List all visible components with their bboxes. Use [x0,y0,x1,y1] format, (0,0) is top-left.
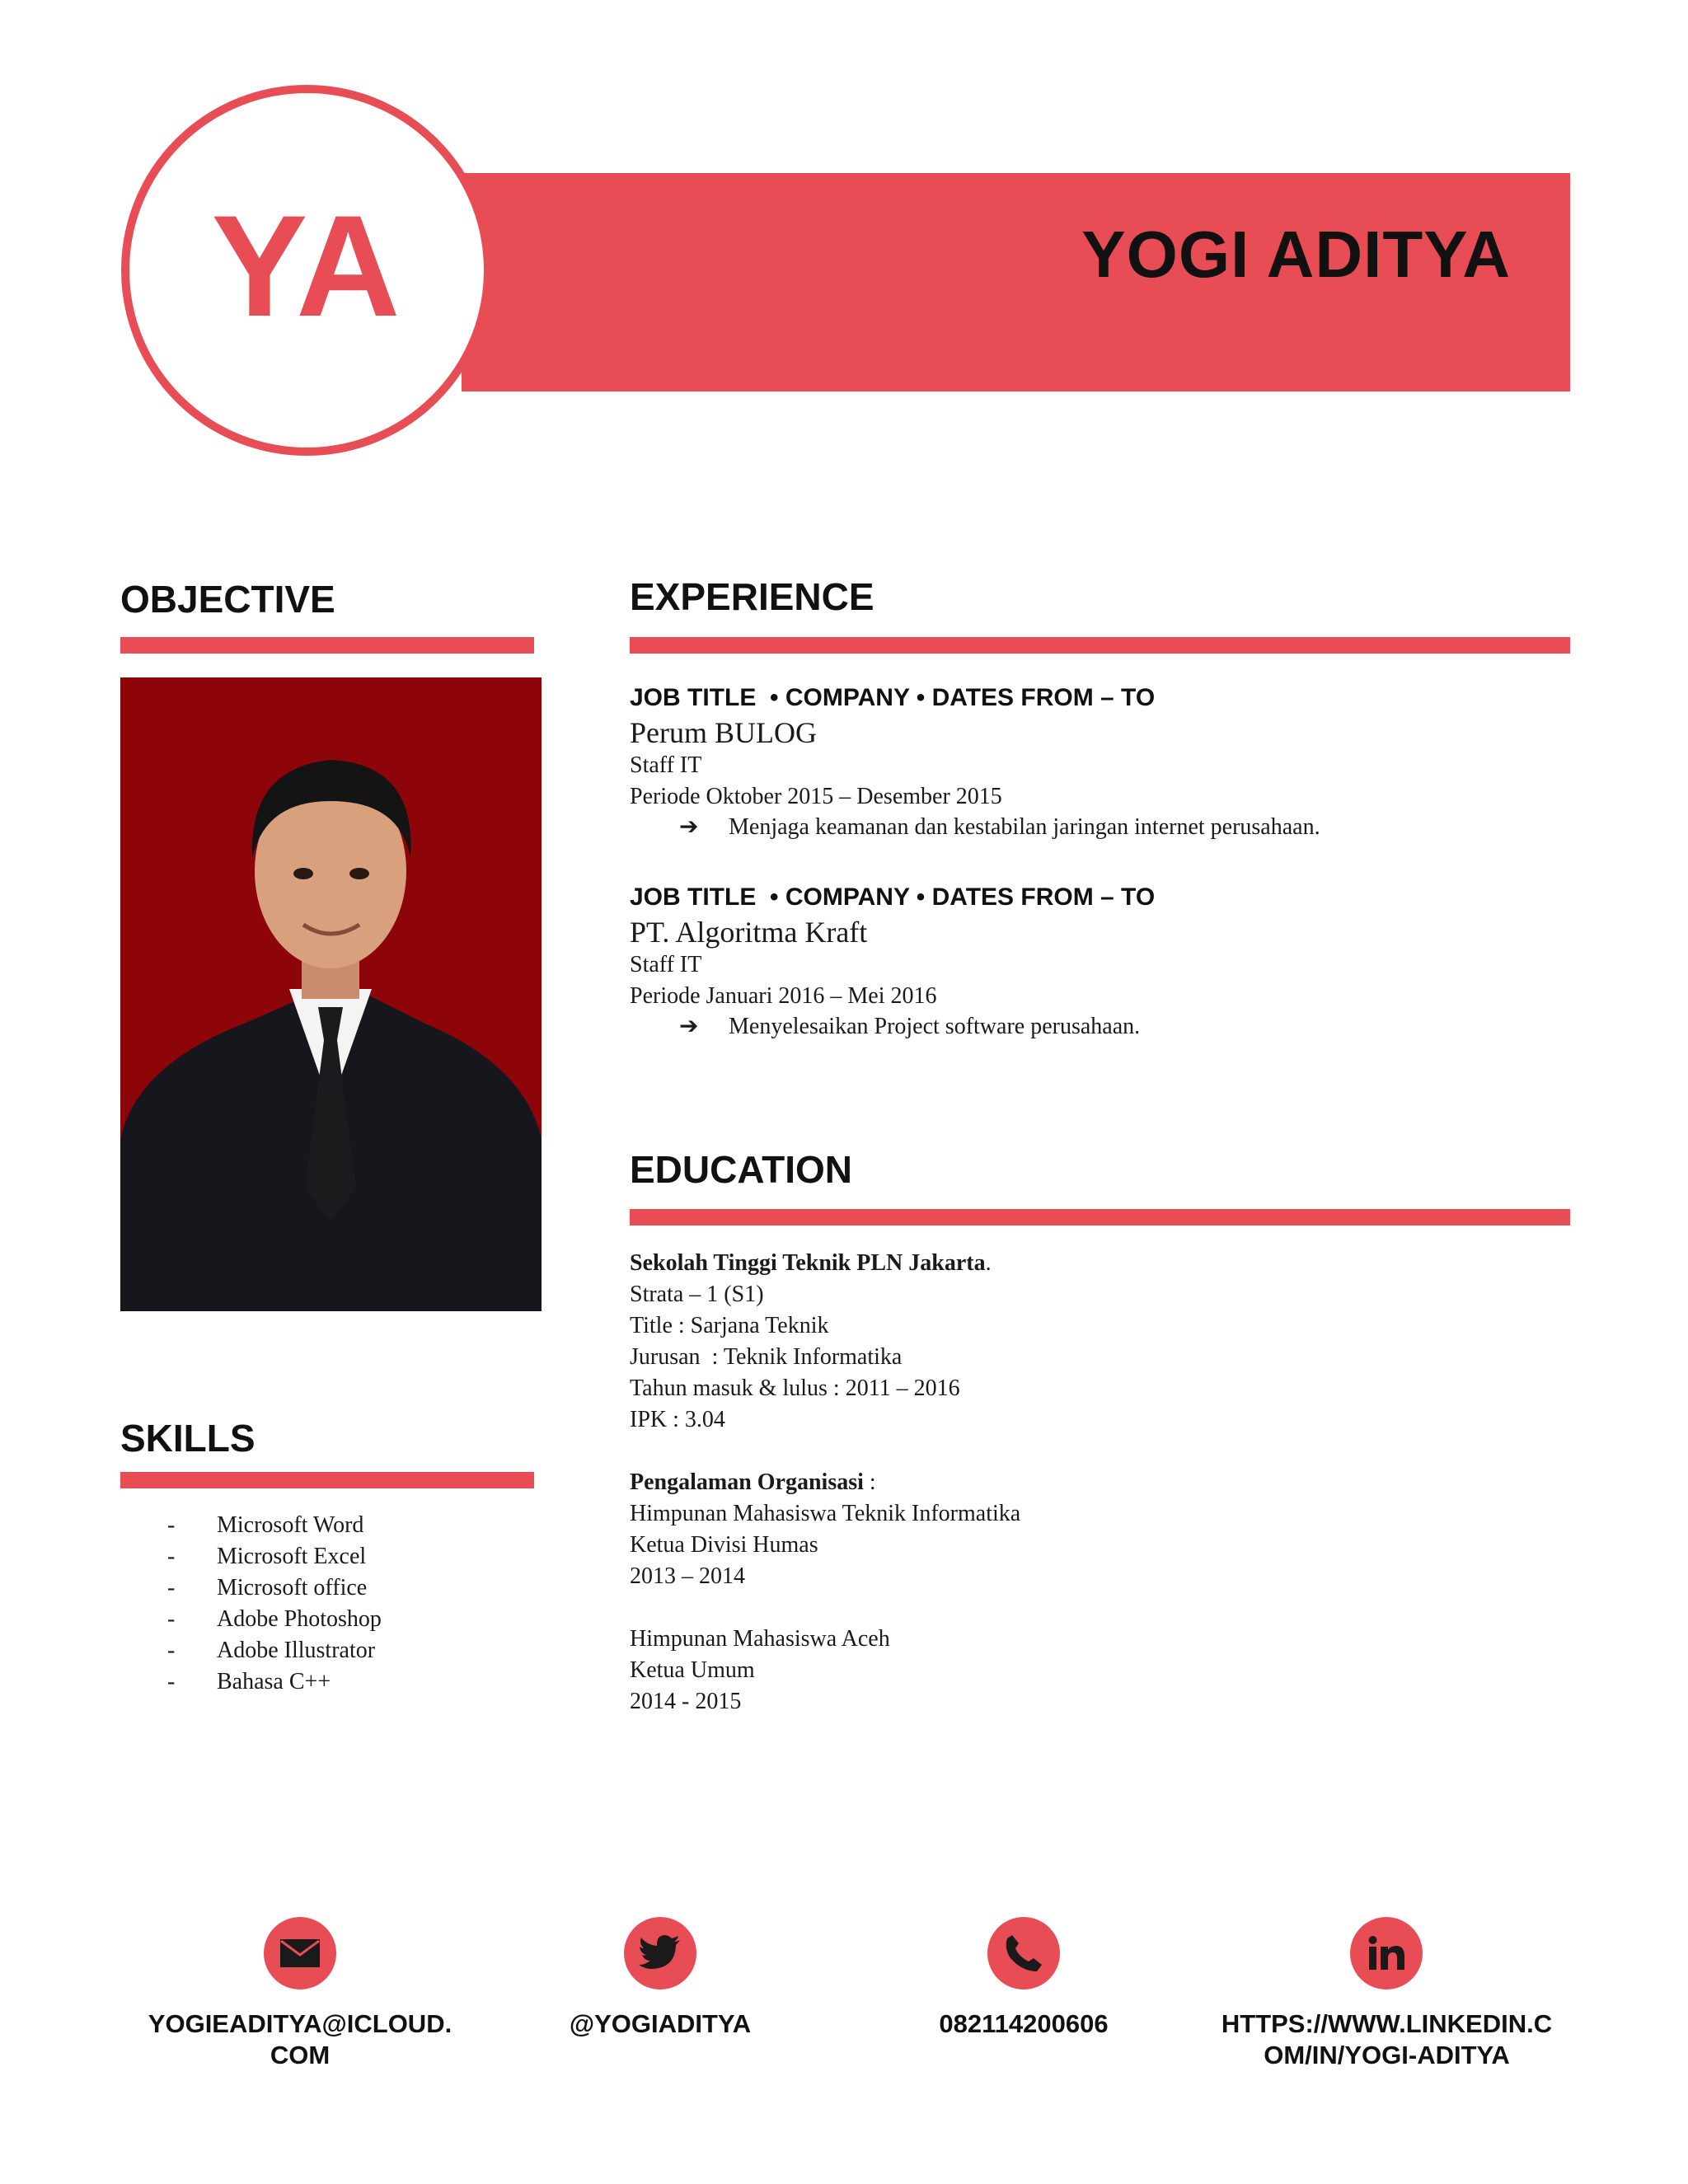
skill-label: Microsoft Word [217,1512,364,1538]
skill-item [120,1635,382,1666]
job-period: Periode Oktober 2015 – Desember 2015 [630,784,1002,809]
objective-rule [120,637,534,654]
monogram-circle [121,85,492,456]
company-name: Perum BULOG [630,716,817,749]
education-detail: Title : Sarjana Teknik [630,1313,829,1338]
experience-entry [630,883,1155,1040]
org-name: Himpunan Mahasiswa Aceh [630,1626,890,1652]
arrow-right-icon: ➔ [679,1012,699,1039]
contact-twitter[interactable]: @YOGIADITYA [569,2009,752,2038]
job-bullet-text: Menjaga keamanan dan kestabilan jaringan internet perusahaan. [729,814,1320,840]
skill-dash: - [167,1512,176,1538]
education-detail: Strata – 1 (S1) [630,1282,764,1307]
profile-photo [120,677,542,1311]
skill-label: Microsoft Excel [217,1544,367,1569]
skills-list [120,1510,382,1698]
job-header: JOB TITLE • COMPANY • DATES FROM – TO [630,684,1156,711]
skill-dash: - [167,1606,176,1632]
skill-label: Adobe Illustrator [217,1638,376,1663]
twitter-bird-icon[interactable] [624,1917,696,1990]
skill-item [120,1666,382,1698]
education-title: EDUCATION [630,1148,853,1191]
monogram: YA [211,186,402,347]
job-bullet [630,813,1320,841]
skills-title: SKILLS [120,1417,256,1460]
job-bullet [630,1012,1155,1040]
job-bullet-text: Menyelesaikan Project software perusahaan. [729,1014,1141,1039]
linkedin-icon[interactable] [1350,1917,1423,1990]
skill-label: Bahasa C++ [217,1669,331,1694]
skill-dash: - [167,1544,176,1569]
contact-email[interactable]: YOGIEADITYA@ICLOUD.COM [148,2009,452,2069]
skill-item [120,1541,382,1572]
org-colon: : [863,1469,876,1495]
school-period: . [985,1250,992,1276]
skill-dash: - [167,1669,176,1694]
contact-phone[interactable]: 082114200606 [939,2009,1109,2038]
portrait-illustration [120,677,542,1311]
org-role: Ketua Umum [630,1657,755,1683]
org-heading [630,1467,1020,1498]
education-detail: IPK : 3.04 [630,1407,725,1432]
org-title: Pengalaman Organisasi [630,1469,864,1495]
skills-rule [120,1472,534,1488]
job-role: Staff IT [630,752,702,778]
job-header: JOB TITLE • COMPANY • DATES FROM – TO [630,883,1156,911]
skill-label: Adobe Photoshop [217,1606,382,1632]
company-name: PT. Algoritma Kraft [630,916,868,949]
org-years: 2013 – 2014 [630,1563,745,1589]
skill-label: Microsoft office [217,1575,368,1601]
org-years: 2014 - 2015 [630,1689,742,1714]
skill-dash: - [167,1638,176,1663]
skill-item [120,1510,382,1541]
education-detail: Tahun masuk & lulus : 2011 – 2016 [630,1376,960,1401]
job-period: Periode Januari 2016 – Mei 2016 [630,983,937,1009]
school-line [630,1248,1020,1279]
experience-title: EXPERIENCE [630,575,874,618]
phone-icon[interactable] [987,1917,1060,1990]
job-role: Staff IT [630,952,702,977]
skill-item [120,1604,382,1635]
experience-entry [630,684,1320,841]
full-name: YOGI ADITYA [1081,218,1511,291]
education-detail: Jurusan : Teknik Informatika [630,1344,903,1370]
envelope-icon[interactable] [264,1917,336,1990]
arrow-right-icon: ➔ [679,813,699,840]
contact-linkedin[interactable]: HTTPS://WWW.LINKEDIN.COM/IN/YOGI-ADITYA [1221,2009,1553,2069]
skill-dash: - [167,1575,176,1601]
education-block [630,1248,1020,1718]
objective-title: OBJECTIVE [120,578,335,621]
education-rule [630,1209,1570,1226]
org-role: Ketua Divisi Humas [630,1532,818,1558]
experience-rule [630,637,1570,654]
org-name: Himpunan Mahasiswa Teknik Informatika [630,1501,1021,1526]
school-name: Sekolah Tinggi Teknik PLN Jakarta [630,1250,986,1276]
skill-item [120,1572,382,1604]
